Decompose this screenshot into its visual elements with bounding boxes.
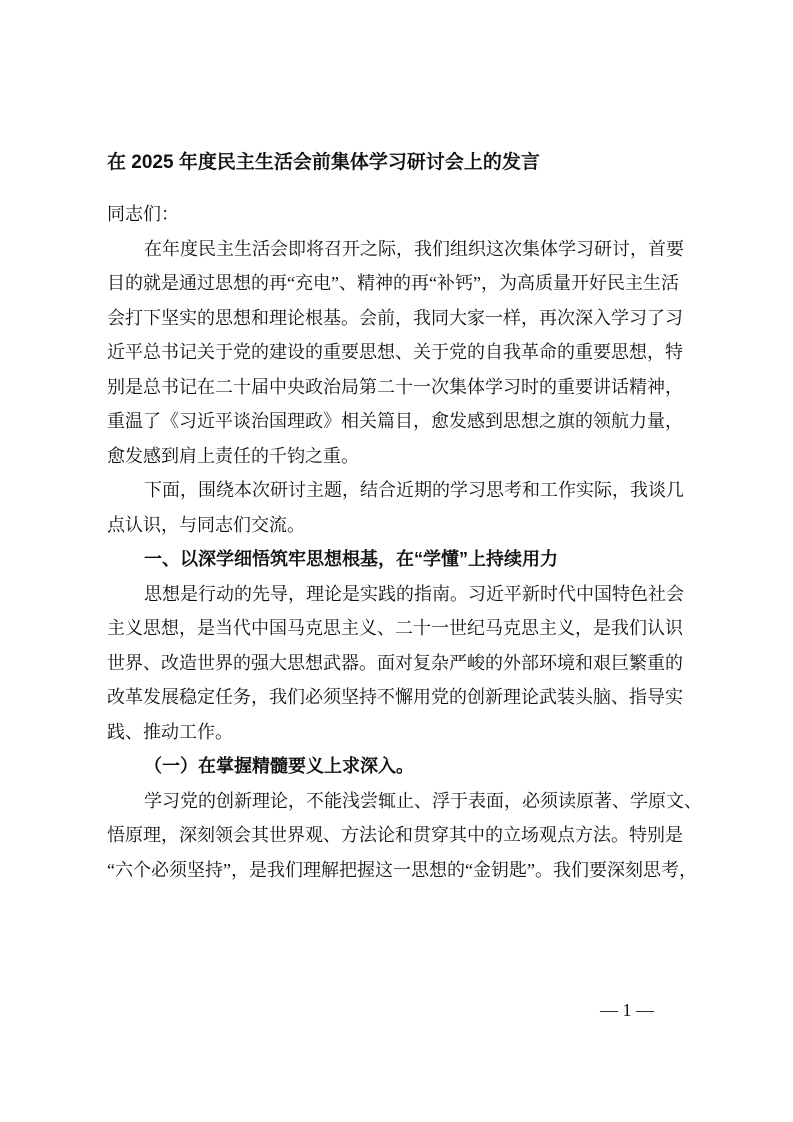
document-body [107, 197, 702, 887]
paragraph-line: 改革发展稳定任务，我们必须坚持不懈用党的创新理论武装头脑、指导实 [107, 687, 683, 707]
page-number: — 1 — [600, 1000, 654, 1020]
paragraph-line: 重温了《习近平谈治国理政》相关篇目，愈发感到思想之旗的领航力量， [107, 411, 683, 431]
paragraph-line: 点认识，与同志们交流。 [107, 514, 305, 535]
paragraph-line: 学习党的创新理论，不能浅尝辄止、浮于表面，必须读原著、学原文、 [144, 790, 702, 811]
paragraph-line: 愈发感到肩上责任的千钧之重。 [107, 445, 359, 466]
paragraph-line: 在年度民主生活会即将召开之际，我们组织这次集体学习研讨，首要 [144, 238, 684, 259]
paragraph-line: 世界、改造世界的强大思想武器。面对复杂严峻的外部环境和艰巨繁重的 [107, 652, 683, 673]
paragraph-line: 会打下坚实的思想和理论根基。会前，我同大家一样，再次深入学习了习 [107, 307, 683, 328]
paragraph-line: 践、推动工作。 [107, 721, 233, 742]
paragraph-line: “六个必须坚持”，是我们理解把握这一思想的“金钥匙”。我们要深刻思考， [107, 859, 697, 880]
salutation: 同志们： [107, 204, 179, 224]
paragraph-line: 目的就是通过思想的再“充电”、精神的再“补钙”，为高质量开好民主生活 [107, 273, 679, 293]
paragraph-line: 下面，围绕本次研讨主题，结合近期的学习思考和工作实际，我谈几 [144, 480, 684, 500]
paragraph-line: 近平总书记关于党的建设的重要思想、关于党的自我革命的重要思想，特 [107, 342, 683, 362]
paragraph-line: 别是总书记在二十届中央政治局第二十一次集体学习时的重要讲话精神， [107, 376, 683, 397]
paragraph-line: 悟原理，深刻领会其世界观、方法论和贯穿其中的立场观点方法。特别是 [107, 825, 683, 845]
paragraph-line: 思想是行动的先导，理论是实践的指南。习近平新时代中国特色社会 [144, 583, 684, 604]
section-heading: 一、以深学细悟筑牢思想根基，在“学懂”上持续用力 [144, 549, 558, 569]
document-title: 在 2025 年度民主生活会前集体学习研讨会上的发言 [107, 152, 540, 173]
paragraph-line: 主义思想，是当代中国马克思主义、二十一世纪马克思主义，是我们认识 [107, 618, 683, 638]
subsection-heading: （一）在掌握精髓要义上求深入。 [144, 756, 414, 776]
